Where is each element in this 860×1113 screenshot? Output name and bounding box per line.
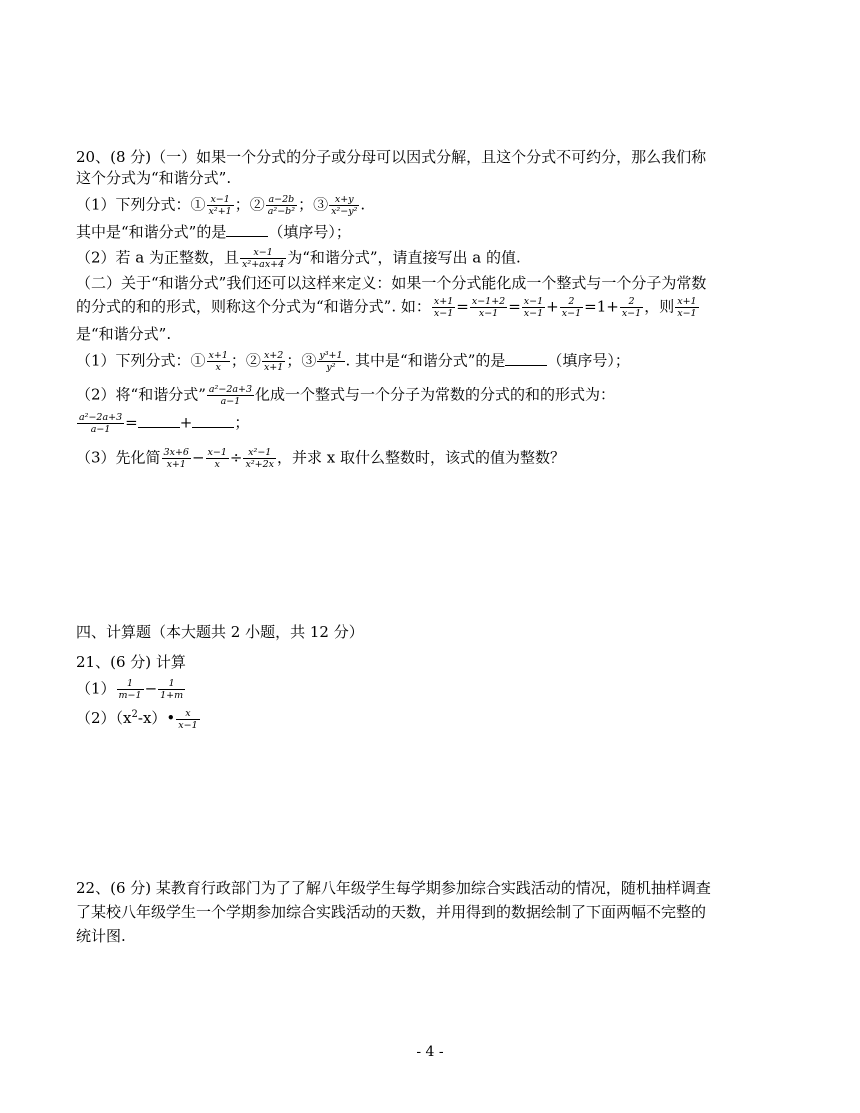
q21-part2 xyxy=(76,705,201,731)
fraction: $\frac{1}{1+m}$ xyxy=(160,678,184,701)
question-text: ，并求 x 取什么整数时，该式的值为整数？ xyxy=(277,448,566,467)
exponent: 2 xyxy=(131,709,138,720)
equals-sign: = xyxy=(456,297,469,316)
fraction: $\frac{\text{a²−2a+3}}{a-1}$ xyxy=(208,384,253,407)
q20-part1-question xyxy=(76,222,351,242)
answer-blank[interactable] xyxy=(505,351,547,366)
plus-sign: + xyxy=(179,413,193,432)
q20-sub2-answer xyxy=(76,412,249,435)
minus-sign: − xyxy=(144,679,158,698)
fraction: $\frac{x+1}{x-1}$ xyxy=(677,296,697,319)
q20-part1-list xyxy=(76,194,365,217)
q20-p1-prefix: （1）下列分式：① xyxy=(76,195,206,214)
q20-part2-def-line1: （二）关于“和谐分式”我们还可以这样来定义：如果一个分式能化成一个整式与一个分子为常数 xyxy=(76,274,707,292)
divide-sign: ÷ xyxy=(229,448,243,467)
answer-blank[interactable] xyxy=(138,413,180,428)
fraction: $\frac{x-1+2}{x-1}$ xyxy=(471,296,506,319)
q22-line1: 22、(6 分) 某教育行政部门为了了解八年级学生每学期参加综合实践活动的情况，随机抽样调查 xyxy=(76,879,711,897)
question-text: 化成一个整式与一个分子为常数的分式的和的形式为： xyxy=(255,385,616,404)
q22-line2: 了某校八年级学生一个学期参加综合实践活动的天数，并用得到的数据绘制了下面两幅不完整的 xyxy=(76,903,707,921)
fraction: $\frac{2}{x-1}$ xyxy=(561,296,582,319)
fraction: $\frac{x}{x-1}$ xyxy=(178,707,198,731)
answer-blank[interactable] xyxy=(226,222,268,237)
plus-sign: + xyxy=(606,297,619,316)
fraction: $\frac{x-1}{\text{x²+ax+4}}$ xyxy=(242,247,285,270)
q20-part2 xyxy=(76,247,521,270)
fraction: $\frac{2}{x-1}$ xyxy=(621,296,642,319)
question-text: （3）先化简 xyxy=(76,448,161,467)
q20-header-cont: 这个分式为“和谐分式”. xyxy=(76,169,232,187)
q20-part2-def-line3: 是“和谐分式”. xyxy=(76,325,172,343)
q21-header: 21、(6 分) 计算 xyxy=(76,653,186,671)
question-text: 为“和谐分式”，请直接写出 a 的值. xyxy=(287,248,521,267)
question-text: （2）若 a 为正整数，且 xyxy=(76,248,240,267)
question-text: ； xyxy=(234,413,250,432)
fraction: $\frac{x+1}{x}$ xyxy=(208,350,228,373)
fraction: $\frac{\text{y³+1}}{\text{y²}}$ xyxy=(319,350,343,373)
question-text: （填序号）； xyxy=(268,223,351,241)
question-text: （填序号）； xyxy=(547,351,630,370)
question-text: （2）将“和谐分式” xyxy=(76,385,206,404)
fraction: $\frac{1}{m-1}$ xyxy=(118,678,142,701)
fraction: $\frac{x+2}{x+1}$ xyxy=(263,350,284,373)
period: . xyxy=(360,195,366,214)
minus-sign: − xyxy=(191,448,205,467)
q20-sub3 xyxy=(76,447,565,470)
definition-text: 的分式的和的形式，则称这个分式为“和谐分式”. 如： xyxy=(76,297,431,316)
q20-part2-def-line2 xyxy=(76,296,700,319)
plus-sign: + xyxy=(546,297,559,316)
fraction: $\frac{\text{x²−1}}{\text{x²+2x}}$ xyxy=(245,447,275,470)
q20-header: 20、(8 分)（一）如果一个分式的分子或分母可以因式分解，且这个分式不可约分，那么我们称 xyxy=(76,148,707,166)
section-title: 四、计算题（本大题共 2 小题，共 12 分） xyxy=(76,623,364,641)
separator: ；③ xyxy=(298,195,329,214)
q21-part1 xyxy=(76,678,186,701)
question-text: . 其中是“和谐分式”的是 xyxy=(345,351,506,370)
question-text: 其中是“和谐分式”的是 xyxy=(76,223,227,241)
equals-sign: = xyxy=(584,297,597,316)
fraction: $\frac{3x+6}{x+1}$ xyxy=(163,447,189,470)
fraction: $\frac{x+1}{x-1}$ xyxy=(433,296,454,319)
q20-sub1 xyxy=(76,350,630,373)
question-text: （1）下列分式：① xyxy=(76,351,206,370)
separator: ；② xyxy=(234,195,265,214)
q22-line3: 统计图. xyxy=(76,927,126,945)
fraction: $\frac{x+y}{\text{x²−y²}}$ xyxy=(331,194,358,217)
answer-blank[interactable] xyxy=(192,413,234,428)
question-text: -x）• xyxy=(137,709,176,727)
q20-sub2 xyxy=(76,384,615,407)
separator: ；③ xyxy=(286,351,317,370)
question-text: （2）（x xyxy=(76,709,132,727)
question-number: （1） xyxy=(76,679,116,698)
constant: 1 xyxy=(596,297,607,316)
separator: ；② xyxy=(230,351,261,370)
definition-text: ，则 xyxy=(644,297,675,316)
fraction: $\frac{x-1}{\text{x²+1}}$ xyxy=(208,194,232,217)
fraction: $\frac{a-2b}{\text{a²−b²}}$ xyxy=(267,194,296,217)
fraction: $\frac{\text{a²−2a+3}}{a-1}$ xyxy=(79,412,123,435)
equals-sign: = xyxy=(125,413,138,432)
fraction: $\frac{x-1}{x}$ xyxy=(207,447,227,470)
fraction: $\frac{x-1}{x-1}$ xyxy=(523,296,544,319)
page-number: - 4 - xyxy=(416,1044,444,1060)
equals-sign: = xyxy=(508,297,521,316)
